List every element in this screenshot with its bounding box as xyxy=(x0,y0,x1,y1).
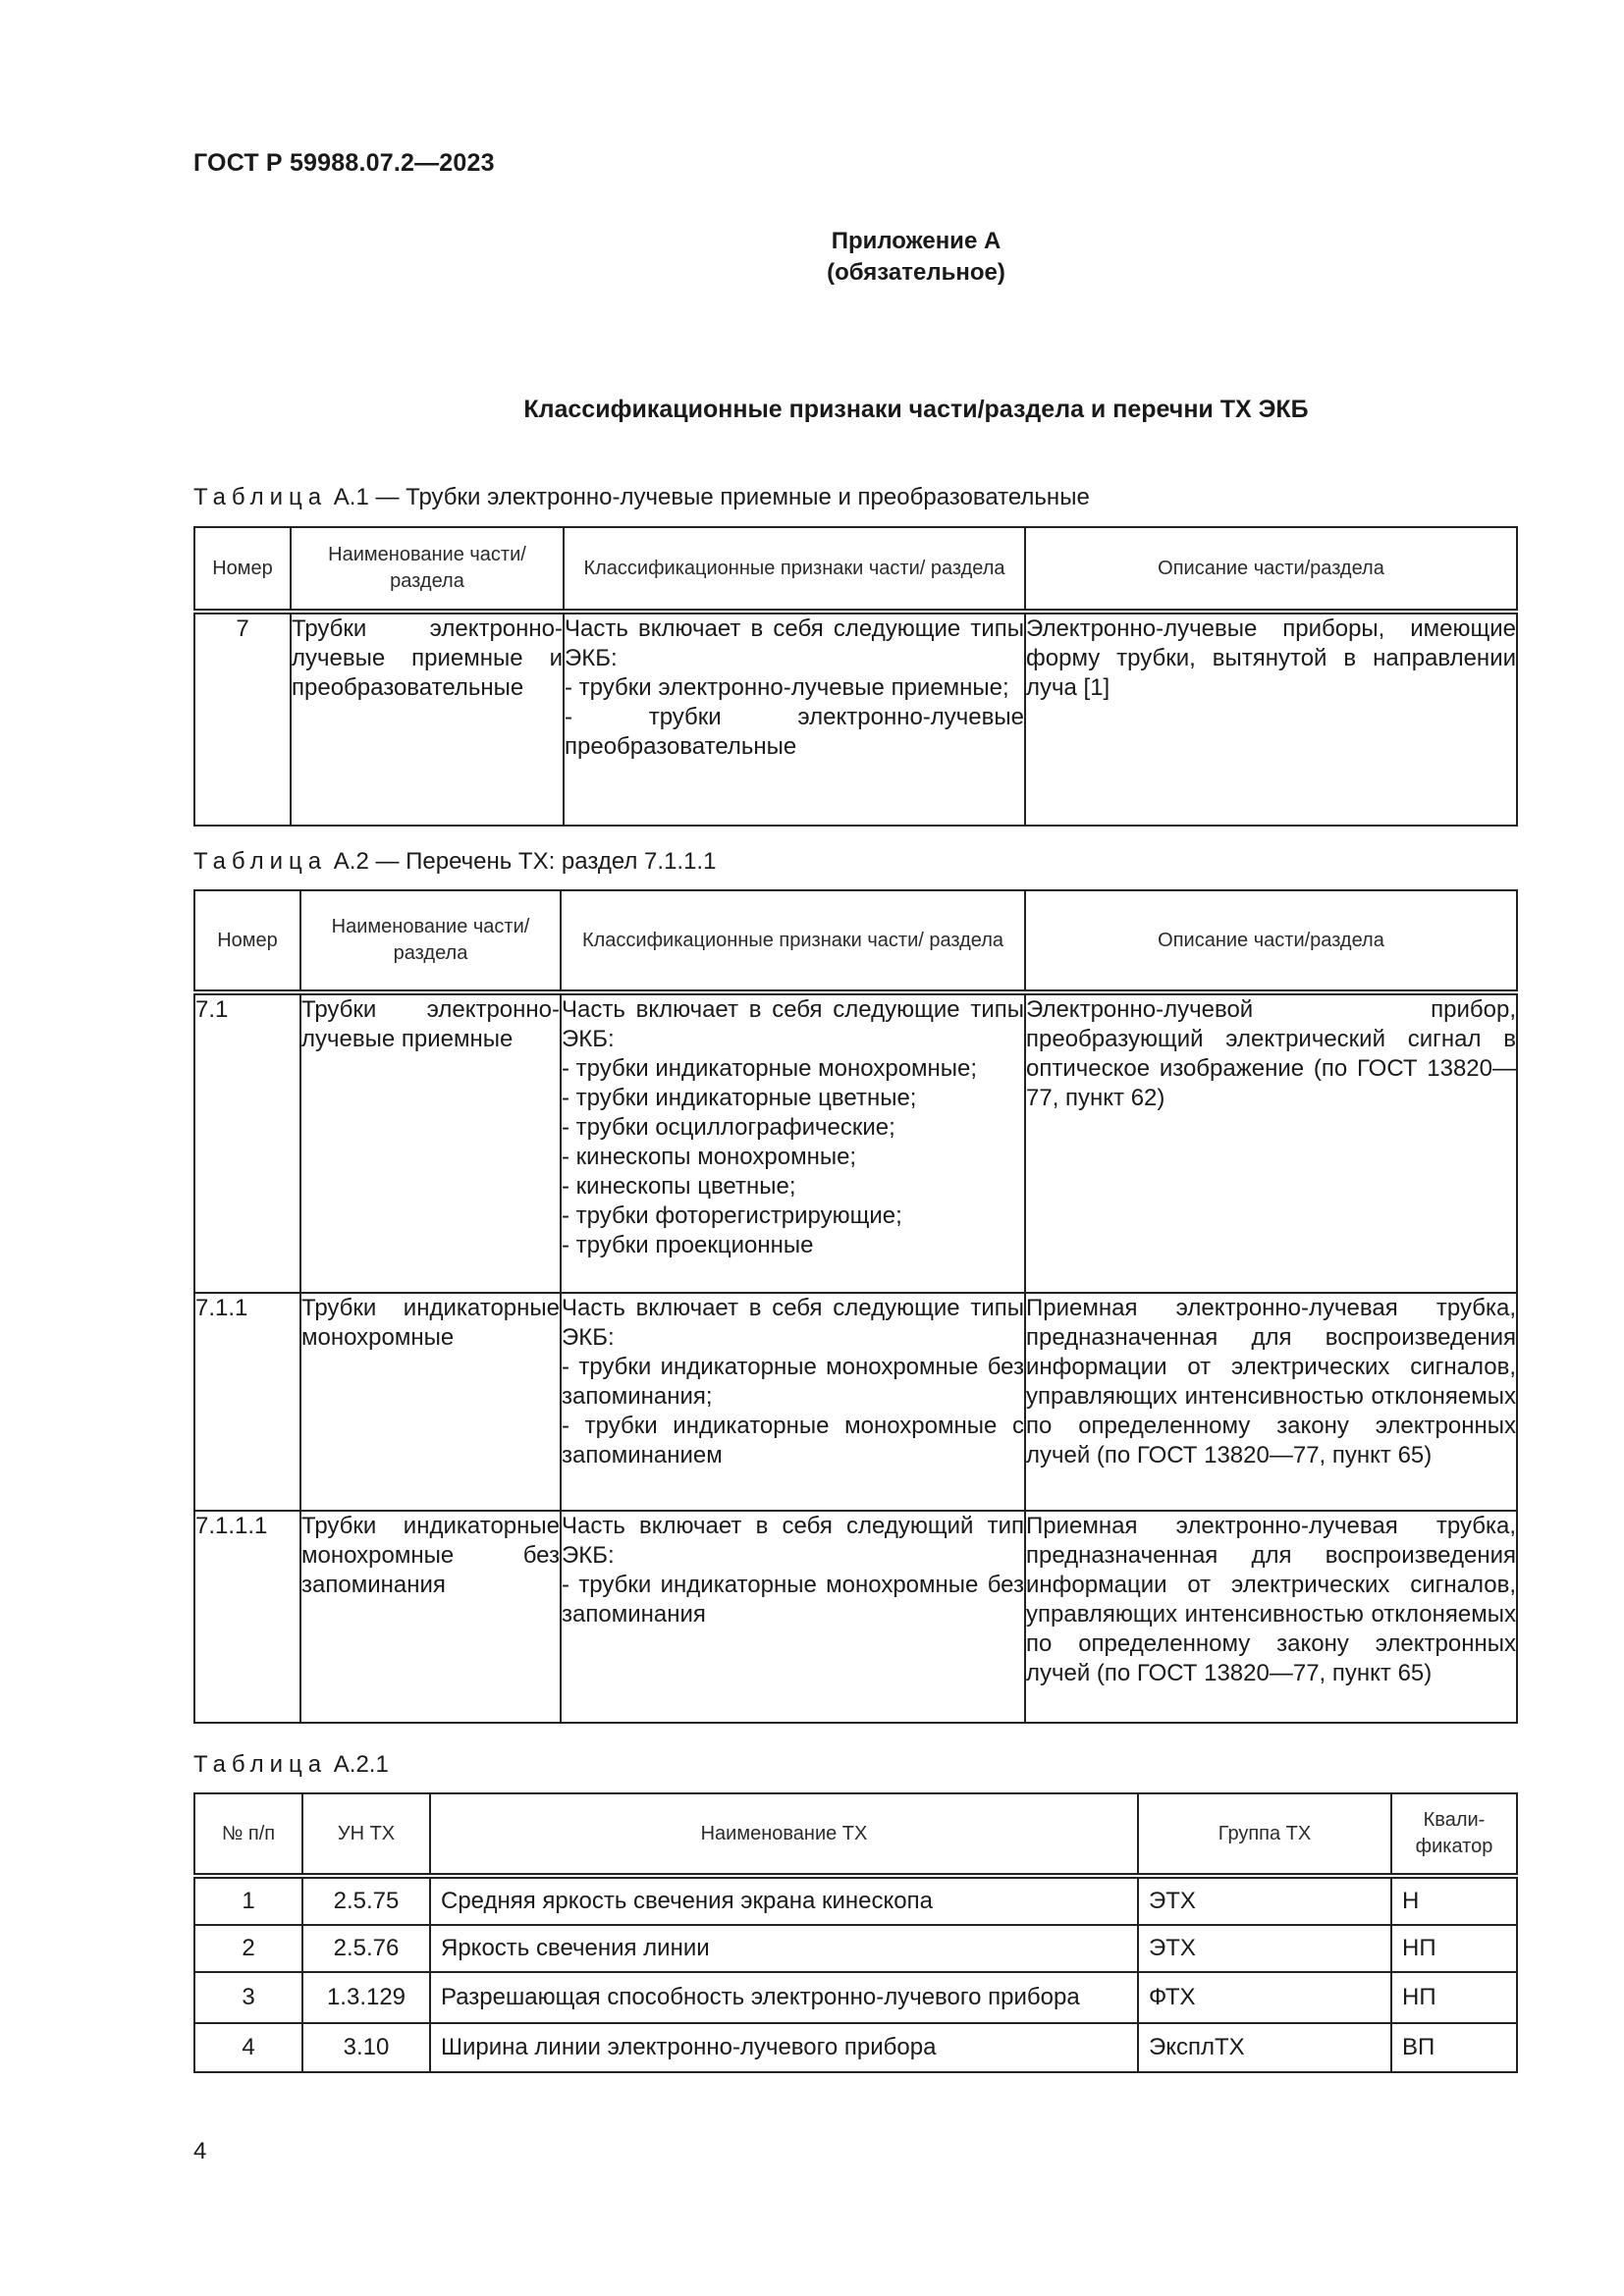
table-row xyxy=(194,1876,1517,1925)
list-item: - трубки электронно-лучевые приемные; xyxy=(565,674,1009,701)
header-tx-name: Наименование ТХ xyxy=(430,1793,1138,1876)
table-a21-caption: Таблица А.2.1 xyxy=(193,1751,389,1778)
list-item: - трубки индикаторные монохромные без запоминания xyxy=(562,1572,1024,1628)
row-number: 7.1 xyxy=(194,992,300,1293)
header-qualifier: Квали-фикатор xyxy=(1391,1793,1517,1876)
table-row xyxy=(194,1972,1517,2023)
cell-group: ЭТХ xyxy=(1138,1876,1391,1925)
list-item: - трубки фоторегистрирующие; xyxy=(562,1202,902,1229)
annex-status: (обязательное) xyxy=(827,259,1005,286)
cell-qualifier: НП xyxy=(1391,1925,1517,1972)
header-name: Наименование части/ раздела xyxy=(300,890,561,992)
features-intro: Часть включает в себя следующий тип ЭКБ: xyxy=(562,1513,1024,1569)
features-list xyxy=(565,673,1024,762)
document-header: ГОСТ Р 59988.07.2—2023 xyxy=(193,149,495,177)
cell-num: 3 xyxy=(194,1972,302,2023)
cell-tx-name: Ширина линии электронно-лучевого прибора xyxy=(430,2023,1138,2072)
cell-qualifier: ВП xyxy=(1391,2023,1517,2072)
cell-num: 2 xyxy=(194,1925,302,1972)
row-description: Приемная электронно-лучевая трубка, предназначенная для воспроизведения информации от электрических сигналов, управляющих интенсивностью отклоняемых по определенному закону электронных лучей (по ГОСТ 13820—77, пункт 65) xyxy=(1025,1511,1517,1723)
cell-num: 4 xyxy=(194,2023,302,2072)
table-row xyxy=(194,992,1517,1293)
cell-tx-name: Яркость свечения линии xyxy=(430,1925,1138,1972)
features-list xyxy=(562,1054,1024,1260)
cell-group: ФТХ xyxy=(1138,1972,1391,2023)
table-a2 xyxy=(193,889,1518,1724)
row-features xyxy=(561,1511,1025,1723)
table-row xyxy=(194,1925,1517,1972)
table-a1 xyxy=(193,526,1518,827)
cell-group: ЭксплТХ xyxy=(1138,2023,1391,2072)
list-item: - трубки проекционные xyxy=(562,1232,814,1258)
header-features: Классификационные признаки части/ раздела xyxy=(561,890,1025,992)
table-header-row xyxy=(194,890,1517,992)
table-row xyxy=(194,1293,1517,1511)
features-intro: Часть включает в себя следующие типы ЭКБ: xyxy=(562,1295,1024,1351)
header-features: Классификационные признаки части/ раздела xyxy=(564,527,1025,612)
row-features xyxy=(561,992,1025,1293)
features-intro: Часть включает в себя следующие типы ЭКБ: xyxy=(562,996,1024,1052)
cell-code: 2.5.75 xyxy=(302,1876,430,1925)
row-description: Электронно-лучевые приборы, имеющие форму трубки, вытянутой в направлении луча [1] xyxy=(1025,612,1517,826)
cell-qualifier: НП xyxy=(1391,1972,1517,2023)
list-item: - трубки электронно-лучевые преобразовательные xyxy=(565,704,1024,760)
section-title: Классификационные признаки части/раздела и перечни ТХ ЭКБ xyxy=(523,396,1309,423)
row-name: Трубки индикаторные монохромные xyxy=(300,1293,561,1511)
table-row xyxy=(194,1511,1517,1723)
list-item: - трубки индикаторные цветные; xyxy=(562,1085,917,1111)
cell-code: 1.3.129 xyxy=(302,1972,430,2023)
page-number: 4 xyxy=(193,2138,207,2164)
row-description: Электронно-лучевой прибор, преобразующий электрический сигнал в оптическое изображение (по ГОСТ 13820—77, пункт 62) xyxy=(1025,992,1517,1293)
list-item: - трубки индикаторные монохромные с запоминанием xyxy=(562,1413,1024,1468)
row-name: Трубки электронно-лучевые приемные xyxy=(300,992,561,1293)
row-features xyxy=(561,1293,1025,1511)
header-num: № п/п xyxy=(194,1793,302,1876)
cell-qualifier: Н xyxy=(1391,1876,1517,1925)
list-item: - трубки индикаторные монохромные; xyxy=(562,1055,978,1082)
header-name: Наименование части/ раздела xyxy=(291,527,564,612)
table-header-row xyxy=(194,527,1517,612)
cell-group: ЭТХ xyxy=(1138,1925,1391,1972)
table-row xyxy=(194,2023,1517,2072)
table-a21 xyxy=(193,1792,1518,2073)
annex-title: Приложение А xyxy=(831,228,1001,254)
cell-tx-name: Средняя яркость свечения экрана кинескопа xyxy=(430,1876,1138,1925)
list-item: - трубки индикаторные монохромные без запоминания; xyxy=(562,1354,1024,1410)
features-list xyxy=(562,1571,1024,1629)
row-number: 7 xyxy=(194,612,291,826)
row-number: 7.1.1 xyxy=(194,1293,300,1511)
row-features xyxy=(564,612,1025,826)
annex-heading xyxy=(0,226,1624,289)
cell-code: 2.5.76 xyxy=(302,1925,430,1972)
header-description: Описание части/раздела xyxy=(1025,890,1517,992)
header-code: УН ТХ xyxy=(302,1793,430,1876)
header-group: Группа ТХ xyxy=(1138,1793,1391,1876)
row-description: Приемная электронно-лучевая трубка, предназначенная для воспроизведения информации от электрических сигналов, управляющих интенсивностью отклоняемых по определенному закону электронных лучей (по ГОСТ 13820—77, пункт 65) xyxy=(1025,1293,1517,1511)
cell-code: 3.10 xyxy=(302,2023,430,2072)
list-item: - кинескопы монохромные; xyxy=(562,1144,857,1170)
row-number: 7.1.1.1 xyxy=(194,1511,300,1723)
features-list xyxy=(562,1353,1024,1470)
table-header-row xyxy=(194,1793,1517,1876)
row-name: Трубки индикаторные монохромные без запоминания xyxy=(300,1511,561,1723)
cell-tx-name: Разрешающая способность электронно-лучевого прибора xyxy=(430,1972,1138,2023)
table-a2-caption: Таблица А.2 — Перечень ТХ: раздел 7.1.1.1 xyxy=(193,848,717,875)
cell-num: 1 xyxy=(194,1876,302,1925)
list-item: - трубки осциллографические; xyxy=(562,1114,895,1141)
header-number: Номер xyxy=(194,527,291,612)
features-intro: Часть включает в себя следующие типы ЭКБ: xyxy=(565,615,1024,671)
header-number: Номер xyxy=(194,890,300,992)
table-row xyxy=(194,612,1517,826)
table-a1-caption: Таблица А.1 — Трубки электронно-лучевые приемные и преобразовательные xyxy=(193,484,1090,510)
list-item: - кинескопы цветные; xyxy=(562,1173,796,1200)
header-description: Описание части/раздела xyxy=(1025,527,1517,612)
row-name: Трубки электронно-лучевые приемные и преобразовательные xyxy=(291,612,564,826)
